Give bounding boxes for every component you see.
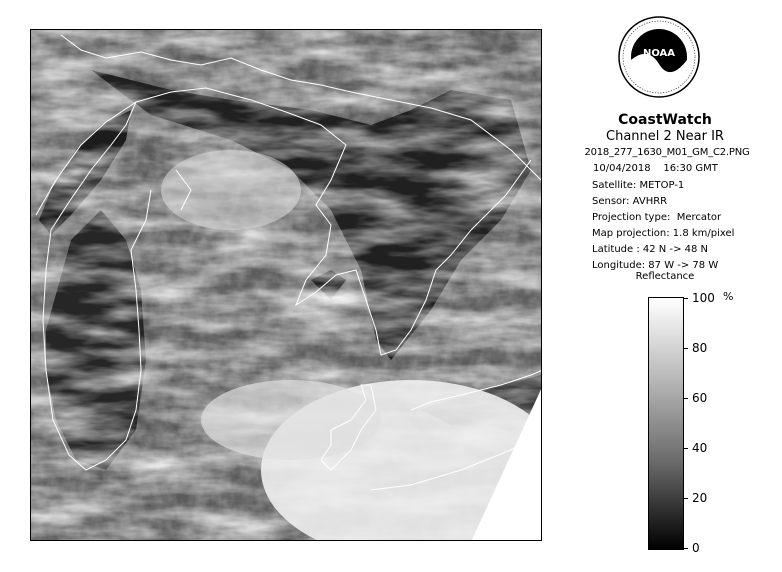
colorbar-tick [684, 348, 688, 349]
legend-unit: % [723, 290, 734, 303]
metadata-value: 87 W -> 78 W [648, 260, 719, 271]
colorbar-tick [684, 548, 688, 549]
metadata-map-projection [592, 228, 734, 239]
noaa-logo-icon [618, 16, 700, 98]
map-svg [31, 30, 542, 541]
acquisition-datetime [593, 163, 718, 174]
metadata-label: Latitude : [592, 244, 640, 255]
colorbar-tick-label: 0 [692, 541, 700, 555]
metadata-latitude [592, 244, 708, 255]
colorbar-tick-label: 60 [692, 391, 708, 405]
colorbar-tick [684, 298, 688, 299]
legend-title: Reflectance [635, 271, 695, 282]
metadata-longitude [592, 260, 718, 271]
satellite-image [30, 29, 542, 541]
metadata-label: Sensor: [592, 196, 630, 207]
metadata-value: 42 N -> 48 N [642, 244, 709, 255]
metadata-label: Projection type: [592, 212, 671, 223]
noaa-logo-text: NOAA [642, 48, 676, 59]
acquisition-time: 16:30 GMT [663, 163, 718, 174]
file-name: 2018_277_1630_M01_GM_C2.PNG [584, 147, 750, 158]
channel-title: Channel 2 Near IR [606, 129, 724, 144]
colorbar-tick [684, 448, 688, 449]
metadata-value: METOP-1 [639, 180, 685, 191]
cloud-bank-south [201, 380, 381, 460]
colorbar-tick-label: 100 [692, 291, 715, 305]
metadata-value: Mercator [676, 212, 722, 223]
acquisition-date: 10/04/2018 [593, 163, 651, 174]
colorbar-tick [684, 398, 688, 399]
metadata-value: AVHRR [632, 196, 668, 207]
metadata-value: 1.8 km/pixel [672, 228, 735, 239]
cloud-bank-north [161, 150, 301, 230]
reflectance-colorbar [648, 297, 684, 550]
colorbar-tick-label: 20 [692, 491, 708, 505]
metadata-projection-type [592, 212, 721, 223]
metadata-satellite [592, 180, 684, 191]
metadata-label: Longitude: [592, 260, 646, 271]
colorbar-tick [684, 498, 688, 499]
colorbar-tick-label: 80 [692, 341, 708, 355]
metadata-label: Satellite: [592, 180, 637, 191]
colorbar-tick-label: 40 [692, 441, 708, 455]
metadata-label: Map projection: [592, 228, 670, 239]
brand-title: CoastWatch [618, 112, 712, 128]
metadata-sensor [592, 196, 667, 207]
